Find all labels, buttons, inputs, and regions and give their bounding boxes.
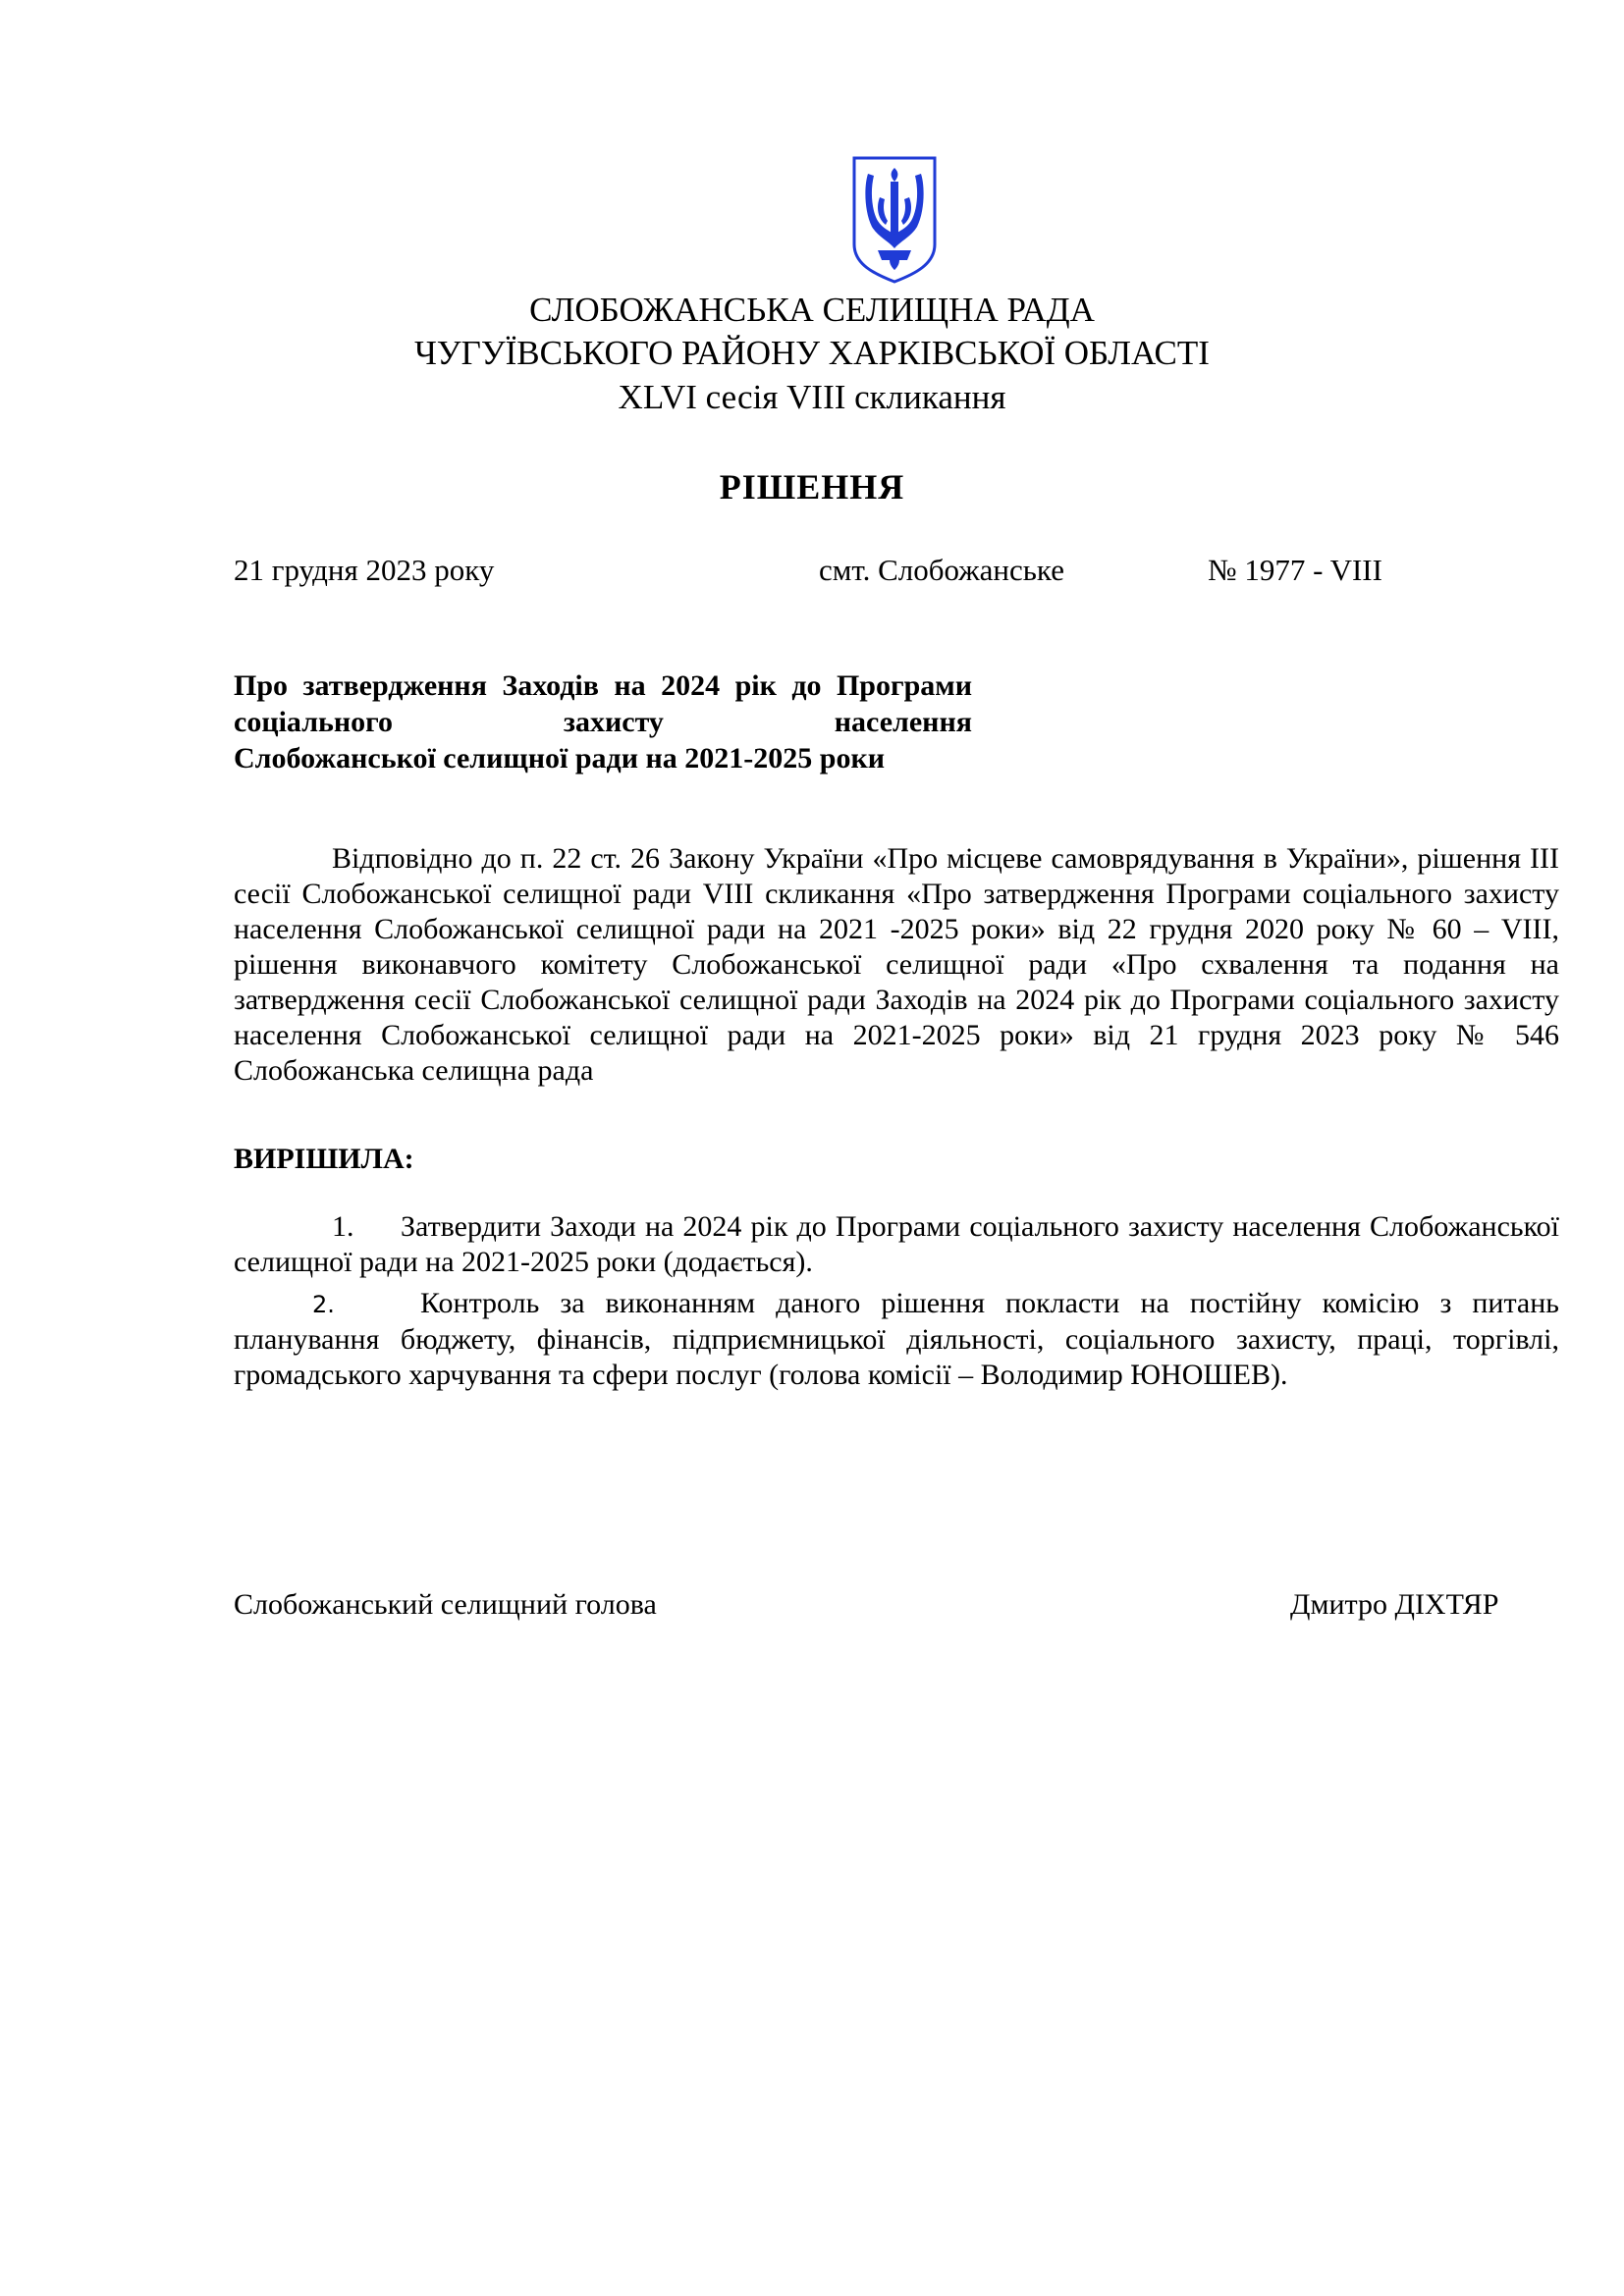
item-number: 2. — [312, 1291, 335, 1318]
signatory-position: Слобожанський селищний голова — [234, 1588, 657, 1621]
resolved-label: ВИРІШИЛА: — [234, 1143, 414, 1175]
document-type-title: РІШЕННЯ — [719, 467, 905, 507]
item-number: 1. — [332, 1210, 354, 1243]
signatory-name: Дмитро ДІХТЯР — [1290, 1588, 1499, 1621]
decision-item — [234, 1209, 1559, 1280]
decision-subject — [234, 667, 972, 776]
trident-coat-of-arms-icon — [850, 154, 939, 284]
subject-line: Програми соціального захисту населення — [234, 669, 973, 738]
item-text: Затвердити Заходи на 2024 рік до Програми соціального захисту населення Слобожанської селищної ради на 2021-2025 роки (додається). — [234, 1210, 1559, 1278]
session-info: XLVI сесія VIII скликання — [618, 378, 1006, 416]
decision-item — [234, 1286, 1559, 1393]
subject-line: Слобожанської селищної ради на 2021-2025 роки — [234, 742, 886, 774]
decision-date: 21 грудня 2023 року — [234, 553, 495, 587]
decision-number: № 1977 - VIII — [1208, 553, 1382, 587]
decision-place: смт. Слобожанське — [819, 553, 1064, 587]
preamble-paragraph: Відповідно до п. 22 ст. 26 Закону України «Про місцеве самоврядування в України», рішення ІІІ сесії Слобожанської селищної ради VIII скликання «Про затвердження Програми соціального захисту населення Слобожанської селищної ради на 2021 -2025 роки» від 22 грудня 2020 року № 60 – VIII, рішення виконавчого комітету Слобожанської селищної ради «Про схвалення та подання на затвердження сесії Слобожанської селищної ради Заходів на 2024 рік до Програми соціального захисту населення Слобожанської селищної ради на 2021-2025 роки» від 21 грудня 2023 року № 546 Слобожанська селищна рада — [234, 842, 1559, 1087]
district-name: ЧУГУЇВСЬКОГО РАЙОНУ ХАРКІВСЬКОЇ ОБЛАСТІ — [414, 334, 1210, 372]
item-text: Контроль за виконанням даного рішення покласти на постійну комісію з питань планування бюджету, фінансів, підприємницької діяльності, соціального захисту, праці, торгівлі, громадського харчування та сфери послуг (голова комісії – Володимир ЮНОШЕВ). — [234, 1287, 1559, 1391]
subject-line: Про затвердження Заходів на 2024 рік до — [234, 669, 822, 702]
council-name: СЛОБОЖАНСЬКА СЕЛИЩНА РАДА — [529, 291, 1095, 329]
